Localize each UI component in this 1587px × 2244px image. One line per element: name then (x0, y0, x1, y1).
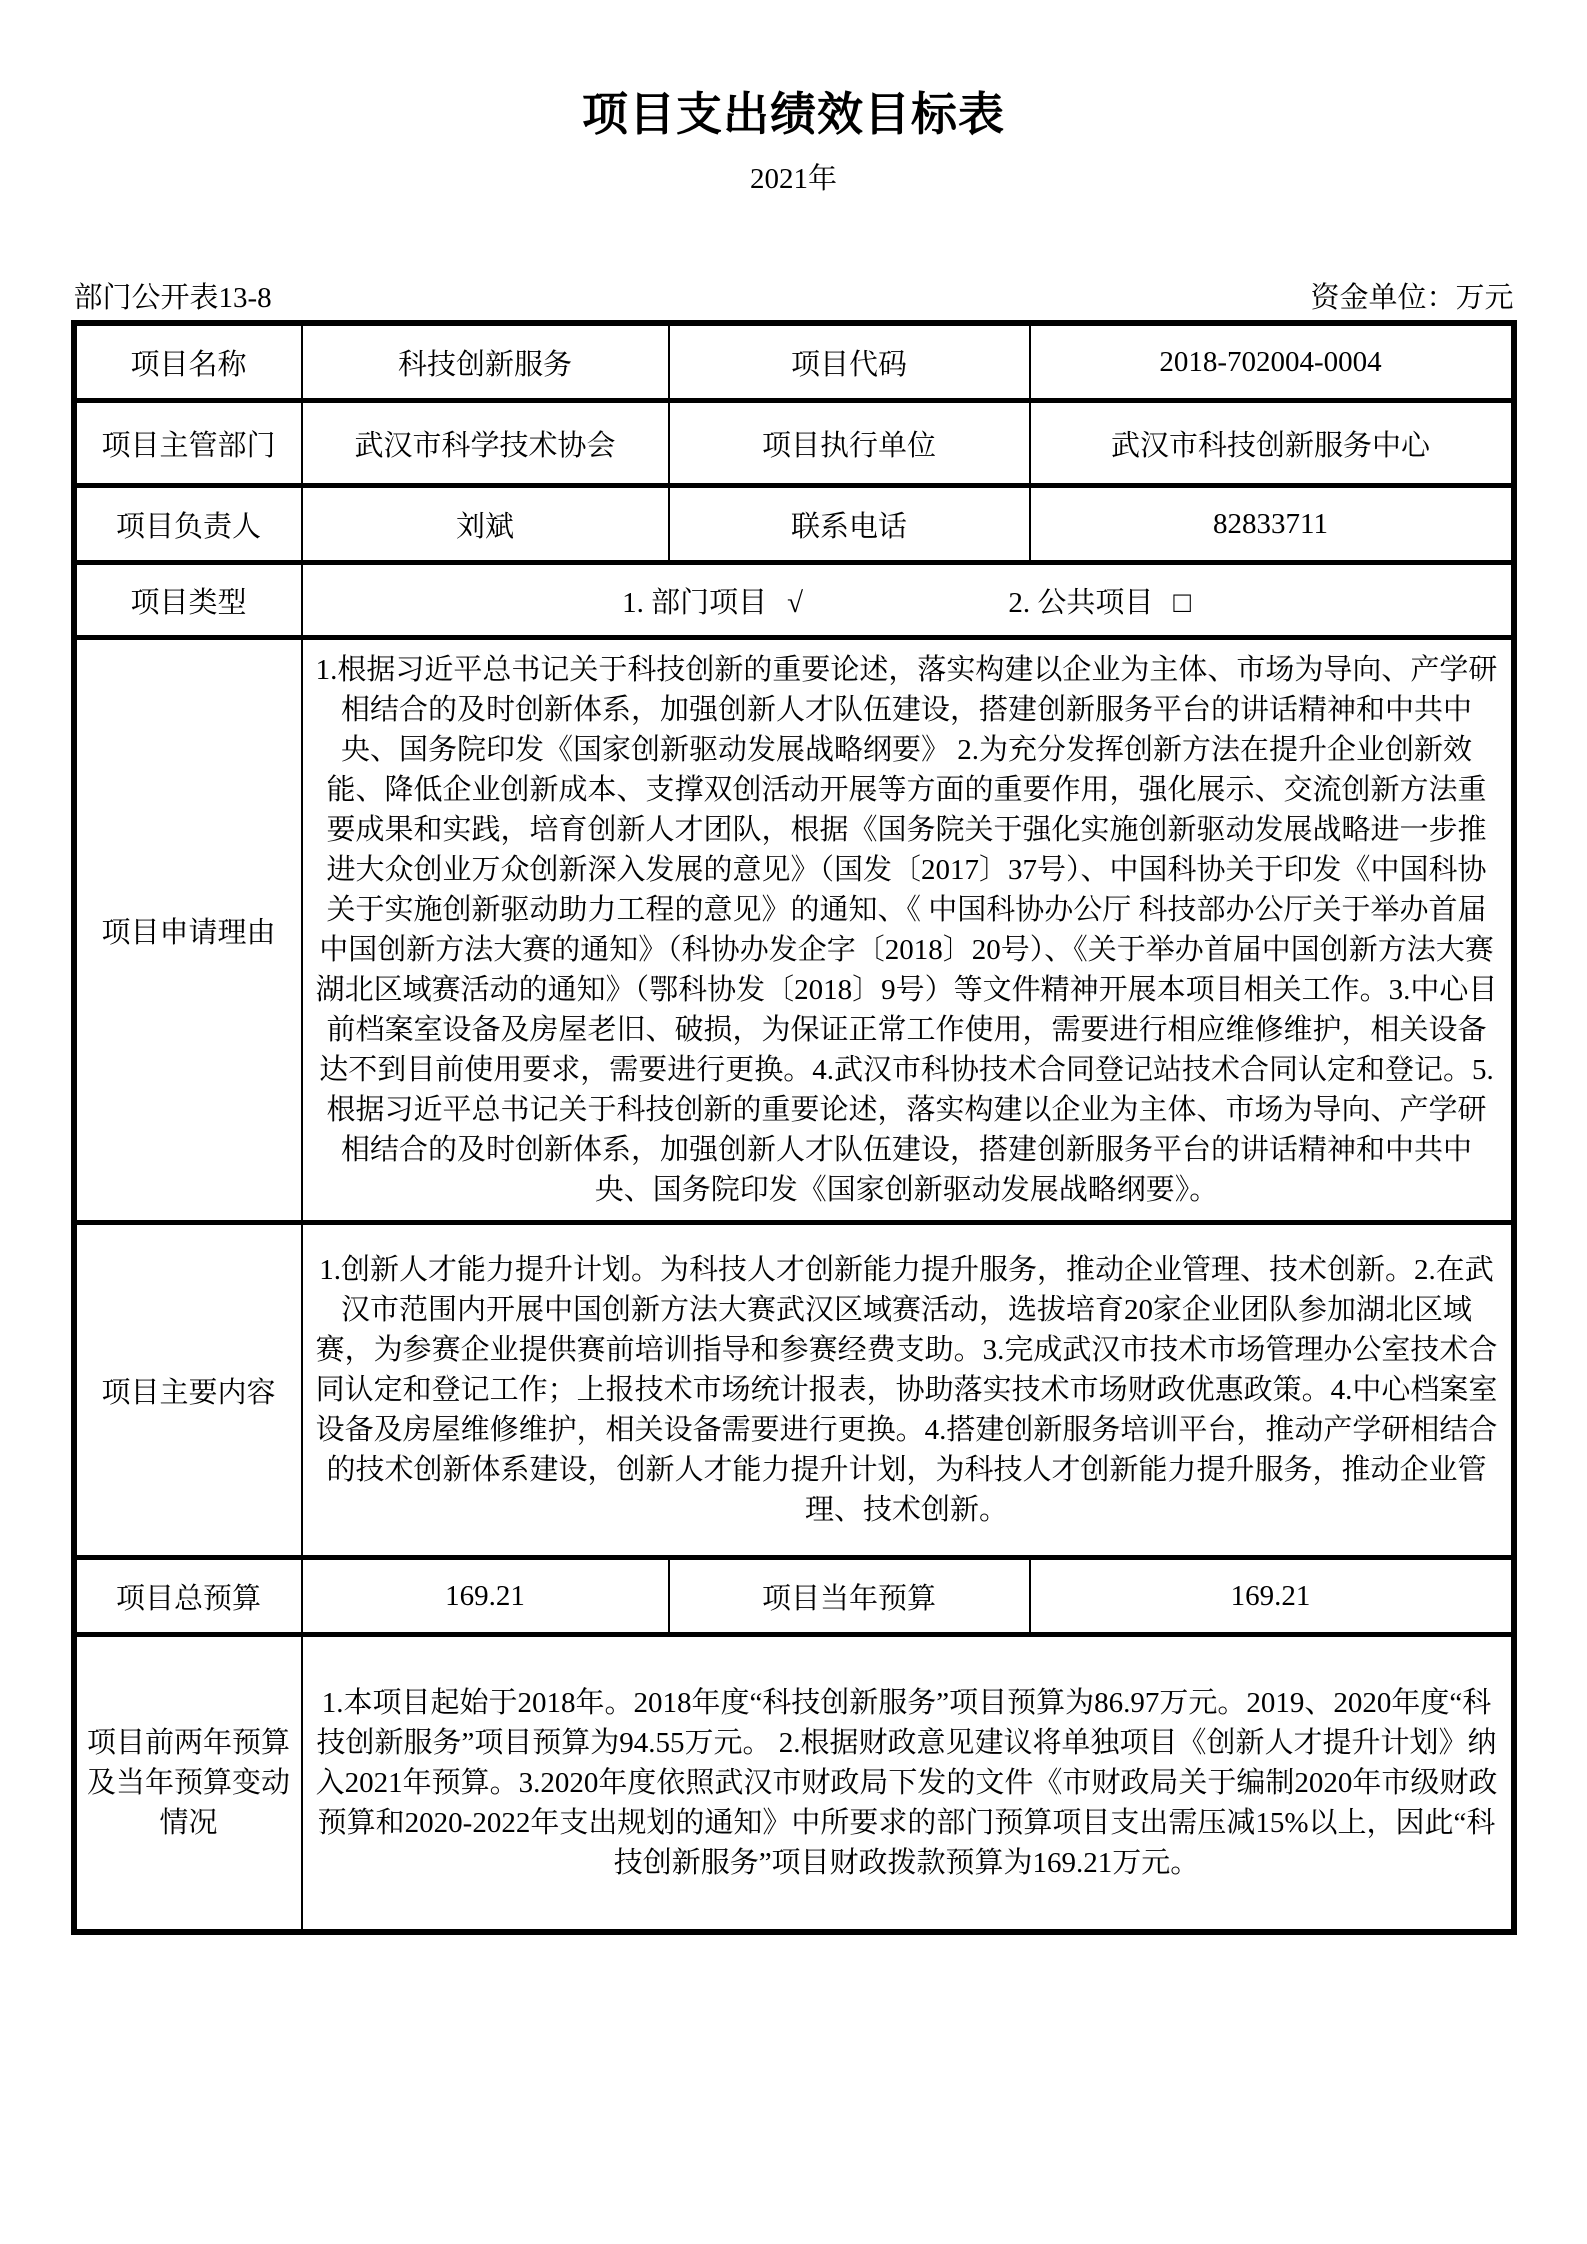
budget-history-text: 1.本项目起始于2018年。2018年度“科技创新服务”项目预算为86.97万元。2019、2020年度“科技创新服务”项目预算为94.55万元。 2.根据财政意见建议将单独项目《创新人才提升计划》纳入2021年预算。3.2020年度依照武汉市财政局下发的文件《市财政局关于编制2020年市级财政预算和2020-2022年支出规划的通知》中所要求的部门预算项目支出需压减15%以上，因此“科技创新服务”项目财政拨款预算为169.21万元。 (302, 1635, 1514, 1933)
currency-unit-label: 资金单位：万元 (1310, 282, 1514, 314)
total-budget-value: 169.21 (302, 1558, 669, 1635)
performance-target-table (71, 320, 1517, 1935)
option-public-label: 2. 公共项目 (1008, 586, 1154, 619)
application-reason-label: 项目申请理由 (74, 638, 302, 1223)
supervising-dept-value: 武汉市科学技术协会 (302, 401, 669, 486)
contact-phone-value: 82833711 (1030, 486, 1514, 563)
current-year-budget-value: 169.21 (1030, 1558, 1514, 1635)
project-name-value: 科技创新服务 (302, 323, 669, 401)
supervising-dept-label: 项目主管部门 (74, 401, 302, 486)
table-row (74, 1223, 1514, 1558)
page-title: 项目支出绩效目标表 (582, 89, 1005, 140)
table-row (74, 563, 1514, 638)
budget-history-label (74, 1635, 302, 1933)
executing-unit-value: 武汉市科技创新服务中心 (1030, 401, 1514, 486)
project-type-label: 项目类型 (74, 563, 302, 638)
budget-history-label-line2: 及当年预算变动 (86, 1767, 290, 1799)
contact-phone-label: 联系电话 (669, 486, 1030, 563)
main-content-text: 1.创新人才能力提升计划。为科技人才创新能力提升服务，推动企业管理、技术创新。2.在武汉市范围内开展中国创新方法大赛武汉区域赛活动，选拔培育20家企业团队参加湖北区域赛，为参赛企业提供赛前培训指导和参赛经费支助。3.完成武汉市技术市场管理办公室技术合同认定和登记工作；上报技术市场统计报表，协助落实技术市场财政优惠政策。4.中心档案室设备及房屋维修维护，相关设备需要进行更换。4.搭建创新服务培训平台，推动产学研相结合的技术创新体系建设，创新人才能力提升计划，为科技人才创新能力提升服务，推动企业管理、技术创新。 (302, 1223, 1514, 1558)
project-name-label: 项目名称 (74, 323, 302, 401)
table-row (74, 1635, 1514, 1933)
table-row (74, 323, 1514, 401)
checkmark-icon: √ (787, 586, 804, 619)
page-subtitle: 2021年 (749, 163, 837, 195)
project-leader-value: 刘斌 (302, 486, 669, 563)
budget-history-label-line1: 项目前两年预算 (86, 1727, 290, 1759)
total-budget-label: 项目总预算 (74, 1558, 302, 1635)
option-department-label: 1. 部门项目 (622, 586, 768, 619)
table-row (74, 401, 1514, 486)
meta-row (74, 275, 1514, 316)
application-reason-text: 1.根据习近平总书记关于科技创新的重要论述，落实构建以企业为主体、市场为导向、产学研相结合的及时创新体系，加强创新人才队伍建设，搭建创新服务平台的讲话精神和中共中央、国务院印发《国家创新驱动发展战略纲要》 2.为充分发挥创新方法在提升企业创新效能、降低企业创新成本、支撑双创活动开展等方面的重要作用，强化展示、交流创新方法重要成果和实践，培育创新人才团队，根据《国务院关于强化实施创新驱动发展战略进一步推进大众创业万众创新深入发展的意见》（国发〔2017〕37号）、中国科协关于印发《中国科协关于实施创新驱动助力工程的意见》的通知、《 中国科协办公厅 科技部办公厅关于举办首届中国创新方法大赛的通知》（科协办发企字〔2018〕20号）、《关于举办首届中国创新方法大赛湖北区域赛活动的通知》（鄂科协发〔2018〕9号）等文件精神开展本项目相关工作。3.中心目前档案室设备及房屋老旧、破损，为保证正常工作使用，需要进行相应维修维护，相关设备达不到目前使用要求，需要进行更换。4.武汉市科协技术合同登记站技术合同认定和登记。5.根据习近平总书记关于科技创新的重要论述，落实构建以企业为主体、市场为导向、产学研相结合的及时创新体系，加强创新人才队伍建设，搭建创新服务平台的讲话精神和中共中央、国务院印发《国家创新驱动发展战略纲要》。 (302, 638, 1514, 1223)
table-row (74, 486, 1514, 563)
checkbox-empty-icon: □ (1173, 586, 1191, 619)
project-code-label: 项目代码 (669, 323, 1030, 401)
table-row (74, 638, 1514, 1223)
table-row (74, 1558, 1514, 1635)
project-type-option-department (622, 587, 803, 619)
project-type-options (302, 563, 1514, 638)
project-leader-label: 项目负责人 (74, 486, 302, 563)
budget-history-label-line3: 情况 (159, 1807, 218, 1839)
main-content-label: 项目主要内容 (74, 1223, 302, 1558)
current-year-budget-label: 项目当年预算 (669, 1558, 1030, 1635)
project-type-option-public (1008, 587, 1191, 619)
form-number-label: 部门公开表13-8 (73, 282, 272, 314)
executing-unit-label: 项目执行单位 (669, 401, 1030, 486)
project-code-value: 2018-702004-0004 (1030, 323, 1514, 401)
